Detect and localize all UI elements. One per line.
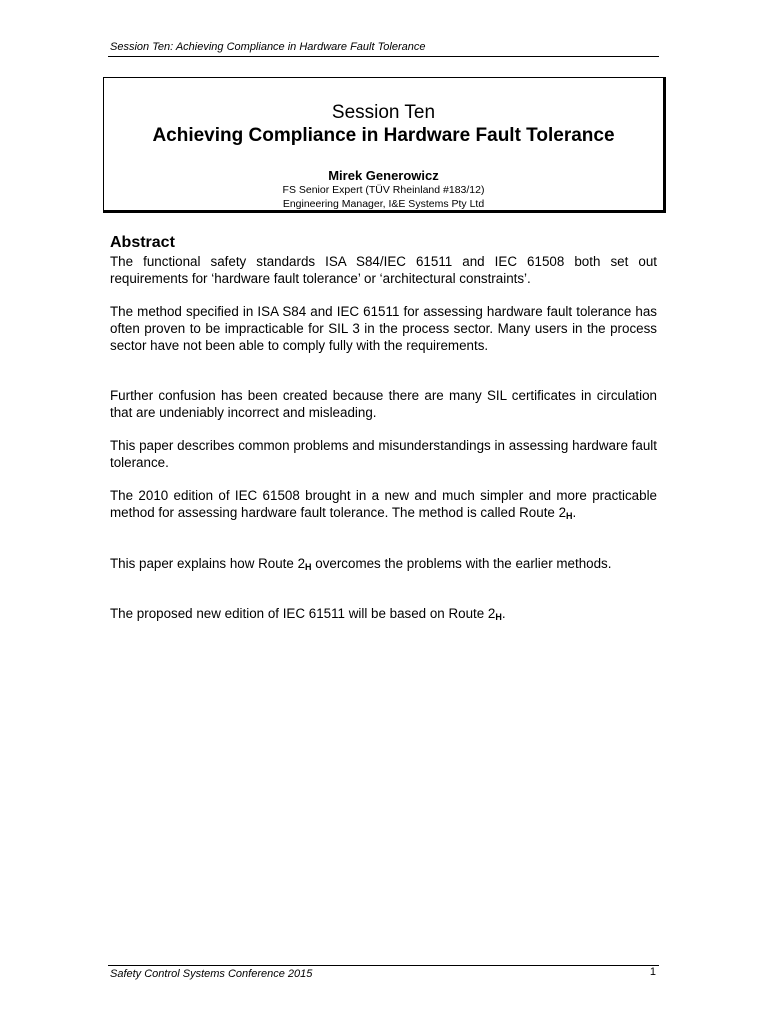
author-affiliation-1: FS Senior Expert (TÜV Rheinland #183/12) <box>282 184 485 196</box>
paragraph-7-end: . <box>501 606 506 621</box>
title-block <box>103 77 666 213</box>
page-number: 1 <box>649 966 656 978</box>
paragraph-6-end: overcomes the problems with the earlier methods. <box>311 556 612 571</box>
route-subscript: H <box>495 612 502 622</box>
paragraph-7-text: The proposed new edition of IEC 61511 will be based on Route 2 <box>110 606 496 621</box>
abstract-paragraph-4: This paper describes common problems and misunderstandings in assessing hardware fault tolerance. <box>110 438 657 470</box>
abstract-paragraph-5 <box>110 488 657 522</box>
abstract-paragraph-1: The functional safety standards ISA S84/IEC 61511 and IEC 61508 both set out requirements for ‘hardware fault tolerance’ or ‘architectural constraints’. <box>110 254 657 286</box>
session-label: Session Ten <box>331 102 436 123</box>
paper-title: Achieving Compliance in Hardware Fault Tolerance <box>152 125 615 146</box>
header-rule <box>108 56 659 57</box>
running-header: Session Ten: Achieving Compliance in Hardware Fault Tolerance <box>110 41 426 53</box>
author-name: Mirek Generowicz <box>328 168 439 183</box>
abstract-heading: Abstract <box>110 234 175 251</box>
abstract-paragraph-2: The method specified in ISA S84 and IEC 61511 for assessing hardware fault tolerance has often proven to be impracticable for SIL 3 in the process sector. Many users in the process sector have not been able to comply fully with the requirements. <box>110 304 657 353</box>
abstract-paragraph-7 <box>110 606 657 623</box>
author-affiliation-2: Engineering Manager, I&E Systems Pty Ltd <box>282 198 485 210</box>
abstract-paragraph-6 <box>110 556 657 573</box>
route-subscript: H <box>566 510 573 521</box>
footer-rule <box>108 965 659 966</box>
paragraph-5-end: . <box>572 504 577 520</box>
footer-conference: Safety Control Systems Conference 2015 <box>110 968 313 980</box>
paragraph-5-text: The 2010 edition of IEC 61508 brought in a new and much simpler and more practicable method for assessing hardware fault tolerance. The method is called Route 2 <box>110 488 657 520</box>
abstract-paragraph-3: Further confusion has been created because there are many SIL certificates in circulation that are undeniably incorrect and misleading. <box>110 388 657 420</box>
route-subscript: H <box>305 562 312 572</box>
paragraph-6-text: This paper explains how Route 2 <box>110 556 306 571</box>
